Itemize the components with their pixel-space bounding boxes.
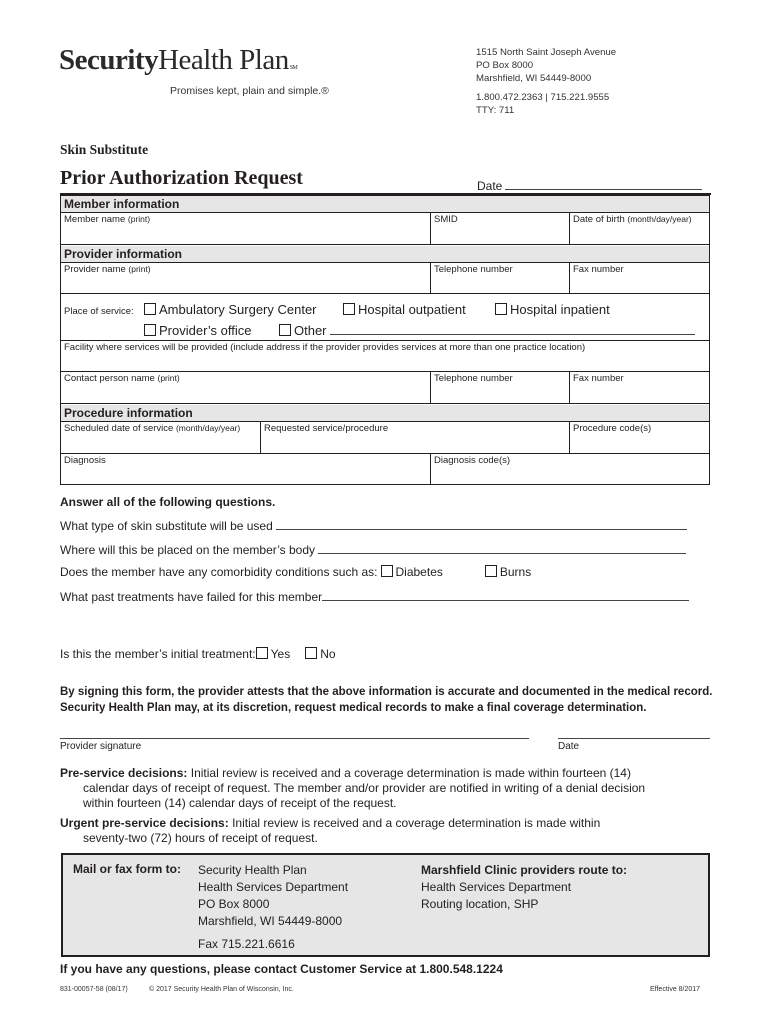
divider bbox=[569, 212, 570, 244]
provider-signature-label: Provider signature bbox=[60, 741, 142, 752]
copyright: © 2017 Security Health Plan of Wisconsin, Inc. bbox=[149, 986, 294, 993]
contact-person-field[interactable]: Contact person name (print) bbox=[64, 373, 180, 384]
clinic-routing bbox=[421, 862, 627, 913]
divider bbox=[260, 421, 261, 453]
form-date-field[interactable] bbox=[477, 178, 702, 193]
effective-date: Effective 8/2017 bbox=[650, 986, 701, 993]
hospital-inpatient-option[interactable]: Hospital inpatient bbox=[495, 302, 610, 317]
signature-date-label: Date bbox=[558, 741, 580, 752]
customer-service-line: If you have any questions, please contact Customer Service at 1.800.548.1224 bbox=[60, 962, 503, 976]
question-placement[interactable]: Where will this be placed on the member’s body bbox=[60, 542, 686, 557]
date-underline[interactable] bbox=[505, 178, 702, 190]
divider bbox=[430, 453, 431, 485]
checkbox[interactable] bbox=[485, 565, 497, 577]
provider-phone-field[interactable]: Telephone number bbox=[434, 264, 513, 275]
pre-service-decisions: Pre-service decisions: Initial review is received and a coverage determination is made within fourteen (14) calendar days of receipt of request. The member and/or provider are notified in writing of a denial decision within fourteen (14) calendar days of receipt of the request. bbox=[60, 766, 646, 810]
divider bbox=[60, 293, 710, 294]
address-line: PO Box 8000 bbox=[476, 60, 534, 71]
company-address bbox=[476, 46, 616, 117]
hospital-outpatient-option[interactable]: Hospital outpatient bbox=[343, 302, 466, 317]
address-line: Marshfield, WI 54449-8000 bbox=[476, 73, 592, 84]
tagline: Promises kept, plain and simple.® bbox=[170, 85, 329, 97]
smid-field[interactable]: SMID bbox=[434, 214, 458, 225]
question-past-treatments[interactable]: What past treatments have failed for this member bbox=[60, 589, 689, 604]
divider bbox=[430, 262, 431, 293]
clinic-line: Health Services Department bbox=[421, 880, 572, 894]
form-subtitle: Skin Substitute bbox=[60, 142, 149, 157]
place-of-service-label: Place of service: bbox=[64, 306, 134, 317]
tty-line: TTY: 711 bbox=[476, 105, 515, 116]
form-number: 831-00057-58 (08/17) bbox=[60, 986, 128, 993]
fax-number: Fax 715.221.6616 bbox=[198, 937, 295, 951]
diagnosis-codes-field[interactable]: Diagnosis code(s) bbox=[434, 455, 511, 466]
other-option[interactable]: Other bbox=[279, 323, 695, 338]
mail-label: Mail or fax form to: bbox=[73, 862, 182, 876]
divider bbox=[60, 212, 710, 213]
scheduled-date-field[interactable]: Scheduled date of service (month/day/year) bbox=[64, 423, 241, 434]
question-comorbidity: Does the member have any comorbidity conditions such as: Diabetes Burns bbox=[60, 565, 532, 579]
divider bbox=[569, 371, 570, 403]
other-underline[interactable] bbox=[330, 323, 695, 335]
mail-fax-box bbox=[61, 853, 710, 957]
dob-field[interactable]: Date of birth (month/day/year) bbox=[573, 214, 692, 225]
provider-fax-field[interactable]: Fax number bbox=[573, 264, 624, 275]
divider bbox=[60, 403, 710, 404]
divider bbox=[60, 421, 710, 422]
clinic-heading: Marshfield Clinic providers route to: bbox=[421, 863, 628, 877]
divider bbox=[60, 244, 710, 245]
requested-service-field[interactable]: Requested service/procedure bbox=[264, 423, 389, 434]
checkbox[interactable] bbox=[305, 647, 317, 659]
member-name-field[interactable]: Member name (print) bbox=[64, 214, 151, 225]
procedure-codes-field[interactable]: Procedure code(s) bbox=[573, 423, 652, 434]
divider bbox=[430, 371, 431, 403]
answer-line[interactable] bbox=[322, 589, 689, 601]
logo: SecurityHealth PlanSM bbox=[59, 44, 298, 76]
provider-section-heading: Provider information bbox=[61, 246, 709, 262]
diagnosis-field[interactable]: Diagnosis bbox=[64, 455, 106, 466]
mail-address-line: Marshfield, WI 54449-8000 bbox=[198, 914, 343, 928]
phone-line: 1.800.472.2363 | 715.221.9555 bbox=[476, 92, 610, 103]
contact-phone-field[interactable]: Telephone number bbox=[434, 373, 513, 384]
mail-address-line: PO Box 8000 bbox=[198, 897, 270, 911]
facility-field[interactable]: Facility where services will be provided (include address if the provider provides services at more than one practice location) bbox=[64, 342, 586, 353]
divider bbox=[60, 340, 710, 341]
divider bbox=[60, 371, 710, 372]
checkbox[interactable] bbox=[279, 324, 291, 336]
questions-heading: Answer all of the following questions. bbox=[60, 495, 276, 509]
signature-date-line[interactable] bbox=[558, 738, 710, 739]
mail-address-line: Health Services Department bbox=[198, 880, 349, 894]
checkbox[interactable] bbox=[495, 303, 507, 315]
checkbox[interactable] bbox=[144, 303, 156, 315]
divider bbox=[430, 212, 431, 244]
member-section-heading: Member information bbox=[61, 196, 709, 212]
ambulatory-surgery-option[interactable]: Ambulatory Surgery Center bbox=[144, 302, 317, 317]
contact-fax-field[interactable]: Fax number bbox=[573, 373, 624, 384]
urgent-pre-service-decisions: Urgent pre-service decisions: Initial review is received and a coverage determination is made within seventy-two (72) hours of receipt of request. bbox=[60, 816, 601, 845]
divider bbox=[60, 453, 710, 454]
answer-line[interactable] bbox=[318, 542, 686, 554]
checkbox[interactable] bbox=[256, 647, 268, 659]
mail-address-line: Security Health Plan bbox=[198, 863, 307, 877]
attestation-text: By signing this form, the provider attests that the above information is accurate and documented in the medical record. Security Health Plan may, at its discretion, request medical records to make a final coverage determination. bbox=[60, 686, 713, 714]
address-line: 1515 North Saint Joseph Avenue bbox=[476, 47, 617, 58]
divider bbox=[60, 262, 710, 263]
checkbox[interactable] bbox=[381, 565, 393, 577]
question-initial-treatment: Is this the member’s initial treatment: Yes No bbox=[60, 647, 336, 661]
date-label: Date bbox=[477, 179, 503, 193]
checkbox[interactable] bbox=[343, 303, 355, 315]
clinic-line: Routing location, SHP bbox=[421, 897, 539, 911]
provider-name-field[interactable]: Provider name (print) bbox=[64, 264, 151, 275]
checkbox[interactable] bbox=[144, 324, 156, 336]
divider bbox=[569, 262, 570, 293]
signature-line[interactable] bbox=[60, 738, 529, 739]
answer-line[interactable] bbox=[276, 518, 687, 530]
page-title: Prior Authorization Request bbox=[60, 167, 303, 189]
question-skin-substitute[interactable]: What type of skin substitute will be used bbox=[60, 518, 687, 533]
procedure-section-heading: Procedure information bbox=[61, 405, 709, 421]
providers-office-option[interactable]: Provider’s office bbox=[144, 323, 252, 338]
mail-address bbox=[198, 862, 348, 930]
divider bbox=[569, 421, 570, 453]
